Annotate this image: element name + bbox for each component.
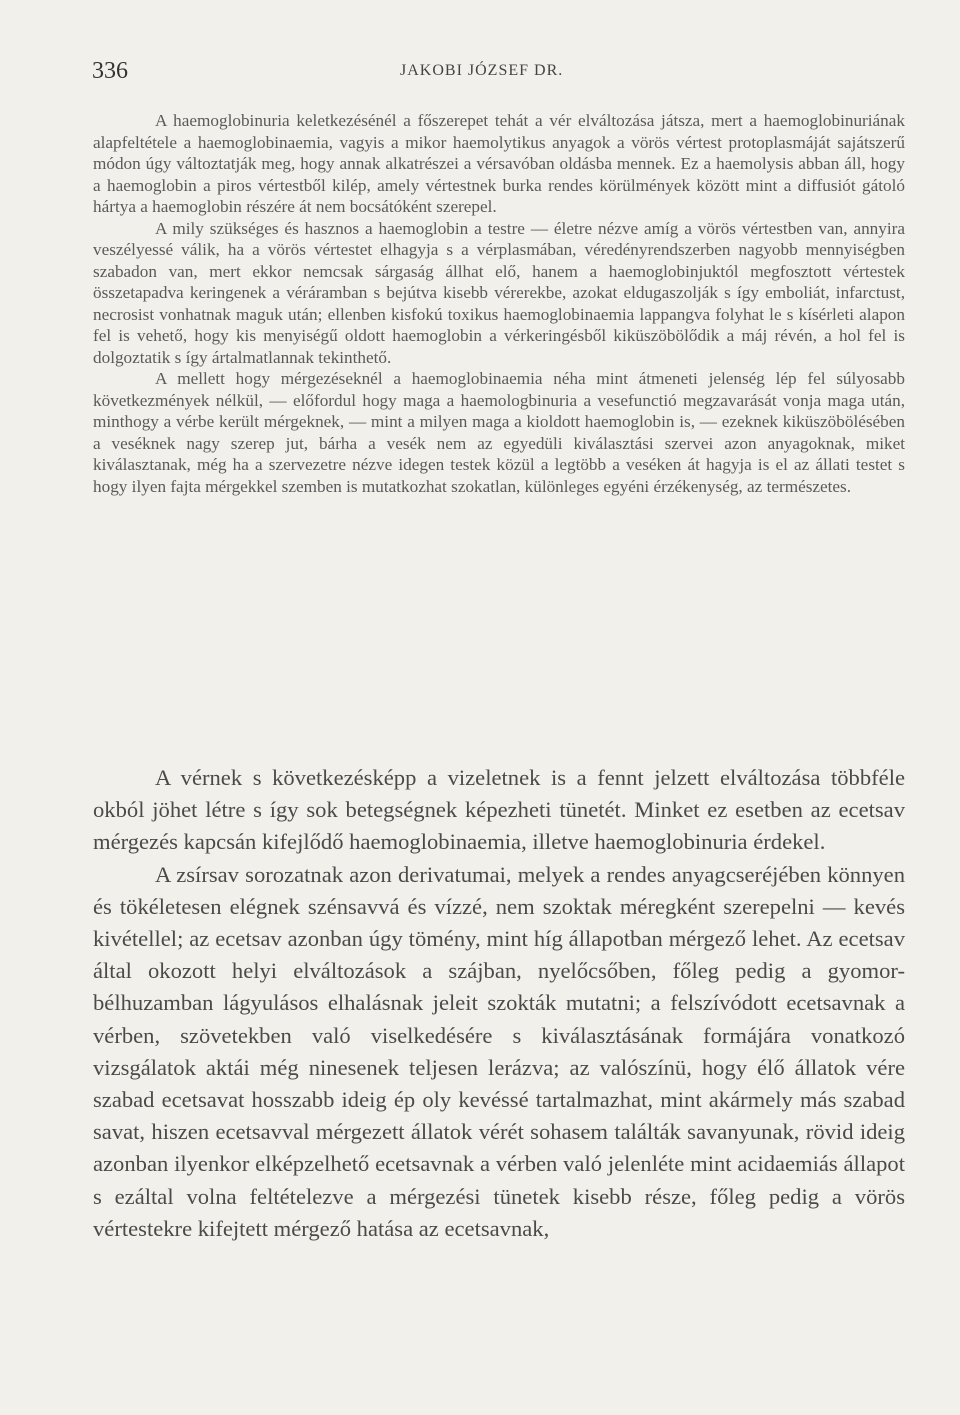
page-header <box>92 58 902 98</box>
paragraph: A haemoglobinuria keletkezésénél a főszerepet tehát a vér elváltozása játsza, mert a haemoglobinuriának alapfeltétele a haemoglobinaemia, vagyis a mikor haemolytikus anyagok a vörös vértest protoplasmáját sajátszerű módon úgy változtatják meg, hogy annak alkatrészei a vérsavóban oldásba mennek. Ez a haemolysis abban áll, hogy a haemoglobin a piros vértestből kilép, amely vértestnek burka rendes körülmények között mint a diffusiót gátoló hártya a haemoglobin részére át nem bocsátóként szerepel. <box>93 111 905 216</box>
paragraph: A vérnek s következésképp a vizeletnek is a fennt jelzett elváltozása többféle okból jöhet létre s így sok betegségnek képezheti tünetét. Minket ez esetben az ecetsav mérgezés kapcsán kifejlődő haemoglobinaemia, illetve haemoglobinuria érdekel. <box>93 765 905 855</box>
main-text-section <box>93 762 905 1245</box>
paragraph: A mellett hogy mérgezéseknél a haemoglobinaemia néha mint átmeneti jelenség lép fel súlyosabb következmények nélkül, — előfordul hogy maga a haemologbinuria a vesefunctió megzavarását vonja maga után, minthogy a vérbe került mérgeknek, — mint a milyen maga a kioldott haemoglobin is, — ezeknek kiküszöbölésében a veséknek nagy szerep jut, bárha a vesék nem az egyedüli kiválasztási szervei azon anyagoknak, miket kiválasztanak, még ha a szervezetre nézve idegen testek közül a legtöbb a veséken át hagyja is el az állati testet s hogy ilyen fajta mérgekkel szemben is mutatkozhat szokatlan, különleges egyéni érzékenység, az természetes. <box>93 369 905 496</box>
running-head: JAKOBI JÓZSEF DR. <box>400 62 564 79</box>
paragraph: A zsírsav sorozatnak azon derivatumai, melyek a rendes anyagcseréjében könnyen és tökéletesen elégnek szénsavvá és vízzé, nem szoktak méregként szerepelni — kevés kivétellel; az ecetsav azonban úgy tömény, mint híg állapotban mérgező lehet. Az ecetsav által okozott helyi elváltozások a szájban, nyelőcsőben, főleg pedig a gyomor-bélhuzamban lágyulásos elhalásnak jeleit szokták mutatni; a felszívódott ecetsavnak a vérben, szövetekben való viselkedésére s kiválasztásának formájára vonatkozó vizsgálatok aktái még ninesenek teljesen lerázva; az valószínü, hogy élő állatok vére szabad ecetsavat hosszabb ideig ép oly kevéssé tartalmazhat, mint akármely más szabad savat, hiszen ecetsavval mérgezett állatok vérét sohasem találták savanyunak, rövid ideig azonban ilyenkor elképzelhető ecetsavnak a vérben való jelenléte mint acidaemiás állapot s ezáltal volna feltételezve a mérgezési tünetek kisebb része, főleg pedig a vörös vértestekre kifejtett mérgező hatása az ecetsavnak, <box>93 861 905 1241</box>
small-print-section <box>93 110 905 497</box>
page-number: 336 <box>92 58 128 84</box>
paragraph: A mily szükséges és hasznos a haemoglobin a testre — életre nézve amíg a vörös vértestben van, annyira veszélyessé válik, ha a vörös vértestet elhagyja s a vérplasmában, véredényrendszerben nagyobb mennyiségben szabadon van, mert ekkor nemcsak sárgaság állhat elő, hanem a haemoglobinjuktól megfosztott vértestek összetapadva keringenek a véráramban s bejútva kisebb vérerekbe, azokat eldugaszolják s így emboliát, infarctust, necrosist vonhatnak maguk után; ellenben kisfokú toxikus haemoglobinaemia lappangva folyhat le s kísérleti alapon fel is vehető, hogy kis menyiségű oldott haemoglobin a vérkeringésből kiküszöbölődik a máj révén, a hol fel is dolgoztatik s így ártalmatlannak tekinthető. <box>93 218 905 367</box>
